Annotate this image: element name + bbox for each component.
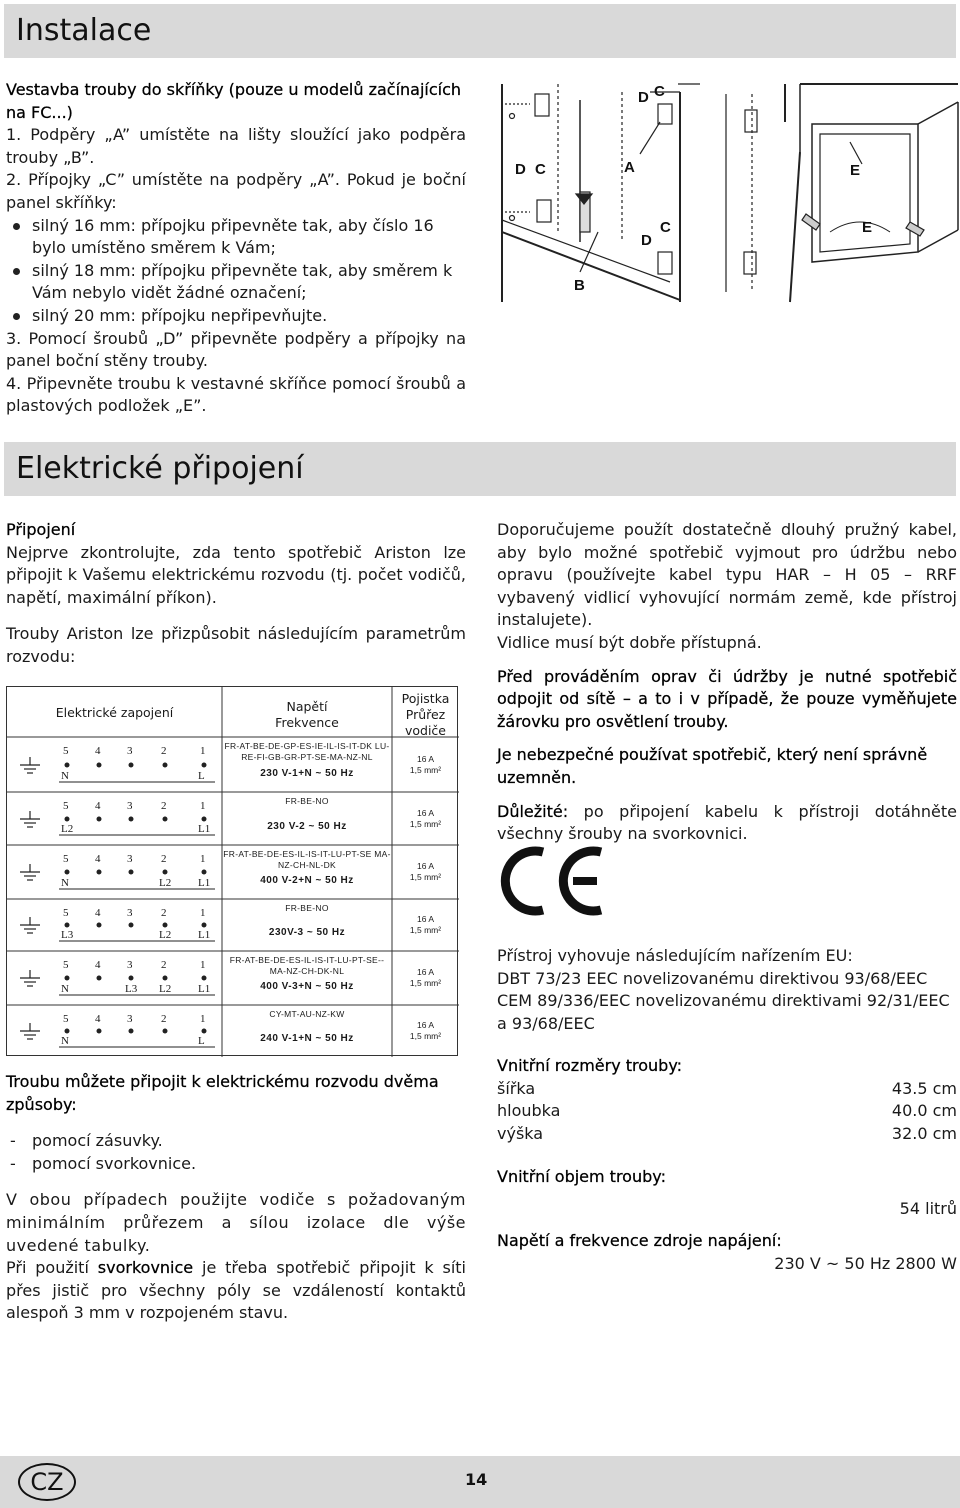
terminal-number: 3 [127, 800, 133, 812]
terminal-block [7, 792, 222, 845]
elec-left-bottom [6, 1071, 466, 1325]
table-row [7, 737, 459, 792]
terminal-number: 2 [161, 745, 167, 757]
phase-label: L2 [159, 983, 172, 995]
row-countries: FR-AT-BE-DE-ES-IL-IS-IT-LU-PT-SE MA-NZ-CH-NL-DK [223, 849, 391, 870]
elec-right-top [497, 519, 957, 846]
ce-mark [497, 846, 607, 916]
eu-line-3: CEM 89/336/EEC novelizovanému direktivami 92/31/EEC a 93/68/EEC [497, 991, 950, 1033]
terminal-word: svorkovnice [97, 1258, 194, 1278]
install-bullet-20: silný 20 mm: přípojku nepřipevňujte. [6, 305, 466, 328]
terminal-number: 1 [200, 853, 206, 865]
language-badge: CZ [18, 1463, 76, 1501]
important-text [497, 801, 957, 846]
connection-table [6, 686, 458, 1056]
plug-text: Vidlice musí být dobře přístupná. [497, 632, 762, 652]
row-countries: FR-AT-BE-DE-GP-ES-IE-IL-IS-IT-DK LU-RE-FI-GB-GR-PT-SE-MA-NZ-NL [224, 741, 390, 762]
supply-value: 230 V ~ 50 Hz 2800 W [774, 1253, 957, 1273]
table-col-voltage-l1: Napětí [286, 699, 328, 714]
install-step-1: 1. Podpěry „A” umístěte na lišty sloužící jako podpěra trouby „B”. [6, 125, 466, 167]
terminal-block [7, 899, 222, 951]
table-row [7, 951, 459, 1005]
row-fuse [392, 808, 459, 830]
terminal-text [6, 1257, 466, 1325]
volume-title: Vnitřní objem trouby: [497, 1167, 666, 1186]
way-terminal: - pomocí svorkovnice. [6, 1153, 466, 1176]
terminal-number: 4 [95, 907, 101, 919]
row-fuse-amps: 16 A [416, 808, 435, 818]
terminal-number: 5 [63, 907, 69, 919]
oven-volume [497, 1166, 957, 1220]
terminal-number: 2 [161, 853, 167, 865]
row-fuse-section: 1,5 mm² [409, 819, 442, 829]
ways-title: Troubu můžete připojit k elektrickému rozvodu dvěma způsoby: [6, 1072, 439, 1114]
dims-row-height [497, 1123, 957, 1146]
install-title: Vestavba trouby do skříňky (pouze u modelů začínajících na FC...) [6, 80, 462, 122]
install-step-4: 4. Připevněte troubu k vestavné skříňce pomocí šroubů a plastových podložek „E”. [6, 373, 466, 416]
row-fuse [392, 914, 459, 936]
row-fuse-amps: 16 A [416, 967, 435, 977]
row-voltage: 230V-3 ~ 50 Hz [268, 927, 346, 938]
row-fuse-section: 1,5 mm² [409, 925, 442, 935]
table-col-fuse-l2: Průřez [405, 707, 446, 722]
warning-maintenance: Před prováděním oprav či údržby je nutné spotřebič odpojit od sítě – a to i v případě, že pouze vyměňujete žárovku pro osvětlení trouby. [497, 666, 957, 731]
row-voltage: 240 V-1+N ~ 50 Hz [260, 1033, 354, 1044]
phase-label: N [61, 770, 69, 782]
phase-label: L2 [61, 823, 74, 835]
row-fuse-amps: 16 A [416, 861, 435, 871]
terminal-block [7, 845, 222, 899]
terminal-number: 1 [200, 1013, 206, 1025]
terminal-number: 4 [95, 1013, 101, 1025]
row-fuse-amps: 16 A [416, 754, 435, 764]
row-fuse-section: 1,5 mm² [409, 872, 442, 882]
oven-dimensions [497, 1055, 957, 1145]
eu-line-1: Přístroj vyhovuje následujícím nařízením EU: [497, 946, 853, 965]
row-voltage: 230 V-2 ~ 50 Hz [267, 821, 347, 832]
row-fuse [392, 1020, 459, 1042]
phase-label: L3 [61, 929, 74, 941]
terminal-number: 1 [200, 907, 206, 919]
dims-depth-value: 40.0 cm [891, 1101, 957, 1121]
dims-width-label: šířka [497, 1078, 536, 1098]
power-supply [497, 1230, 957, 1275]
table-row [7, 792, 459, 845]
diagram-label-d-mid: D [641, 232, 652, 249]
row-fuse-amps: 16 A [416, 1020, 435, 1030]
dims-width-value: 43.5 cm [891, 1078, 957, 1098]
diagram-label-e-top: E [850, 162, 861, 179]
supply-title: Napětí a frekvence zdroje napájení: [497, 1231, 782, 1250]
install-step-2: 2. Přípojky „C” umístěte na podpěry „A”. Pokud je boční panel skříňky: [6, 170, 466, 212]
dims-row-depth [497, 1100, 957, 1123]
table-row [7, 899, 459, 951]
terminal-number: 2 [161, 800, 167, 812]
table-col-fuse [392, 691, 459, 739]
dims-title: Vnitřní rozměry trouby: [497, 1056, 683, 1075]
terminal-number: 2 [161, 1013, 167, 1025]
install-header [4, 4, 956, 58]
diagram-label-d-left: D [515, 161, 526, 178]
phase-label: N [61, 1035, 69, 1047]
row-voltage: 400 V-3+N ~ 50 Hz [260, 981, 354, 992]
row-fuse-section: 1,5 mm² [409, 1031, 442, 1041]
volume-value: 54 litrů [899, 1198, 957, 1218]
page-number: 14 [465, 1470, 488, 1489]
row-fuse-section: 1,5 mm² [409, 978, 442, 988]
terminal-number: 1 [200, 745, 206, 757]
row-fuse-section: 1,5 mm² [409, 765, 442, 775]
terminal-number: 3 [127, 853, 133, 865]
phase-label: L2 [159, 929, 172, 941]
dims-height-label: výška [497, 1123, 544, 1143]
terminal-block [7, 1005, 222, 1057]
terminal-number: 5 [63, 800, 69, 812]
eu-line-2: DBT 73/23 EEC novelizovanému direktivou 93/68/EEC [497, 968, 928, 988]
terminal-number: 1 [200, 959, 206, 971]
row-countries: CY-MT-AU-NZ-KW [269, 1009, 345, 1019]
dims-depth-label: hloubka [497, 1101, 561, 1121]
elec-left-top [6, 519, 466, 669]
terminal-number: 4 [95, 745, 101, 757]
phase-label: L2 [159, 877, 172, 889]
terminal-block [7, 737, 222, 792]
terminal-number: 5 [63, 853, 69, 865]
terminal-number: 1 [200, 800, 206, 812]
diagram-label-d-top: D [638, 89, 649, 106]
install-bullet-16: silný 16 mm: přípojku připevněte tak, aby číslo 16 bylo umístěno směrem k Vám; [6, 215, 466, 260]
cable-text: Doporučujeme použít dostatečně dlouhý pružný kabel, aby bylo možné spotřebič vyjmout pro údržbu nebo opravu (používejte kabel typu HAR – H 05 – RRF vybavený vidlicí vyhovující normám země, kde přístroj instalujete). [497, 520, 957, 630]
terminal-block [7, 951, 222, 1005]
row-countries: FR-BE-NO [285, 796, 329, 806]
table-col-voltage-l2: Frekvence [275, 715, 339, 730]
dims-row-width [497, 1078, 957, 1101]
terminal-number: 4 [95, 800, 101, 812]
diagram-label-b: B [574, 277, 585, 294]
table-row [7, 1005, 459, 1057]
diagram-label-e-bottom: E [862, 219, 873, 236]
phase-label: L [198, 770, 205, 782]
both-text: V obou případech použijte vodiče s požadovaným minimálním průřezem a sílou izolace dle výše uvedené tabulky. [6, 1190, 466, 1255]
dims-height-value: 32.0 cm [891, 1123, 957, 1143]
row-fuse [392, 861, 459, 883]
phase-label: L1 [198, 983, 211, 995]
important-label: Důležité: [497, 801, 569, 821]
phase-label: L1 [198, 929, 211, 941]
terminal-number: 4 [95, 959, 101, 971]
elec-header-title: Elektrické připojení [16, 451, 304, 486]
table-row [7, 845, 459, 899]
row-countries: FR-BE-NO [285, 903, 329, 913]
terminal-post: je třeba spotřebič připojit k síti přes jistič pro všechny póly se vzdáleností kontaktů alespoň 3 mm v rozpojeném stavu. [6, 1258, 467, 1323]
way-socket: - pomocí zásuvky. [6, 1130, 466, 1153]
table-col-wiring: Elektrické zapojení [55, 705, 174, 720]
footer-bar [0, 1456, 960, 1508]
terminal-number: 4 [95, 853, 101, 865]
row-fuse [392, 967, 459, 989]
terminal-number: 2 [161, 907, 167, 919]
important-body: po připojení kabelu k přístroji dotáhněte všechny šrouby na svorkovnici. [497, 801, 957, 844]
install-text-block [6, 79, 466, 418]
terminal-number: 5 [63, 959, 69, 971]
diagram-label-c-left: C [535, 161, 546, 178]
adapt-text: Trouby Ariston lze přizpůsobit následujícím parametrům rozvodu: [6, 624, 466, 666]
terminal-number: 3 [127, 1013, 133, 1025]
connection-text: Nejprve zkontrolujte, zda tento spotřebič Ariston lze připojit k Vašemu elektrickému rozvodu (tj. počet vodičů, napětí, maximální příkon). [6, 542, 466, 607]
phase-label: L [198, 1035, 205, 1047]
table-col-voltage [222, 699, 392, 731]
install-header-title: Instalace [16, 13, 152, 48]
row-countries: FR-AT-BE-DE-ES-IL-IS-IT-LU-PT-SE-- MA-NZ-CH-DK-NL [229, 955, 385, 976]
diagram-label-c-top: C [654, 83, 665, 100]
ce-mark-logo [497, 846, 607, 916]
table-col-fuse-l1: Pojistka [401, 691, 450, 706]
installation-diagram [500, 82, 960, 304]
table-col-fuse-l3: vodiče [404, 723, 446, 738]
terminal-number: 2 [161, 959, 167, 971]
phase-label: L1 [198, 877, 211, 889]
terminal-number: 5 [63, 1013, 69, 1025]
install-step-3: 3. Pomocí šroubů „D” připevněte podpěry a přípojky na panel boční stěny trouby. [6, 328, 466, 371]
diagram-label-a: A [624, 159, 635, 176]
warning-grounding: Je nebezpečné používat spotřebič, který není správně uzemněn. [497, 745, 928, 787]
eu-compliance [497, 945, 957, 1035]
terminal-pre: Při použití [6, 1258, 98, 1278]
elec-header [4, 442, 956, 496]
row-fuse-amps: 16 A [416, 914, 435, 924]
row-voltage: 400 V-2+N ~ 50 Hz [260, 875, 354, 886]
phase-label: N [61, 877, 69, 889]
connection-title: Připojení [6, 520, 76, 539]
phase-label: L3 [125, 983, 138, 995]
terminal-number: 5 [63, 745, 69, 757]
terminal-number: 3 [127, 745, 133, 757]
phase-label: N [61, 983, 69, 995]
terminal-number: 3 [127, 959, 133, 971]
phase-label: L1 [198, 823, 211, 835]
diagram-label-c-mid: C [660, 219, 671, 236]
row-fuse [392, 754, 459, 776]
terminal-number: 3 [127, 907, 133, 919]
install-bullet-18: silný 18 mm: přípojku připevněte tak, aby směrem k Vám nebylo vidět žádné označení; [6, 260, 466, 305]
row-voltage: 230 V-1+N ~ 50 Hz [260, 768, 354, 779]
